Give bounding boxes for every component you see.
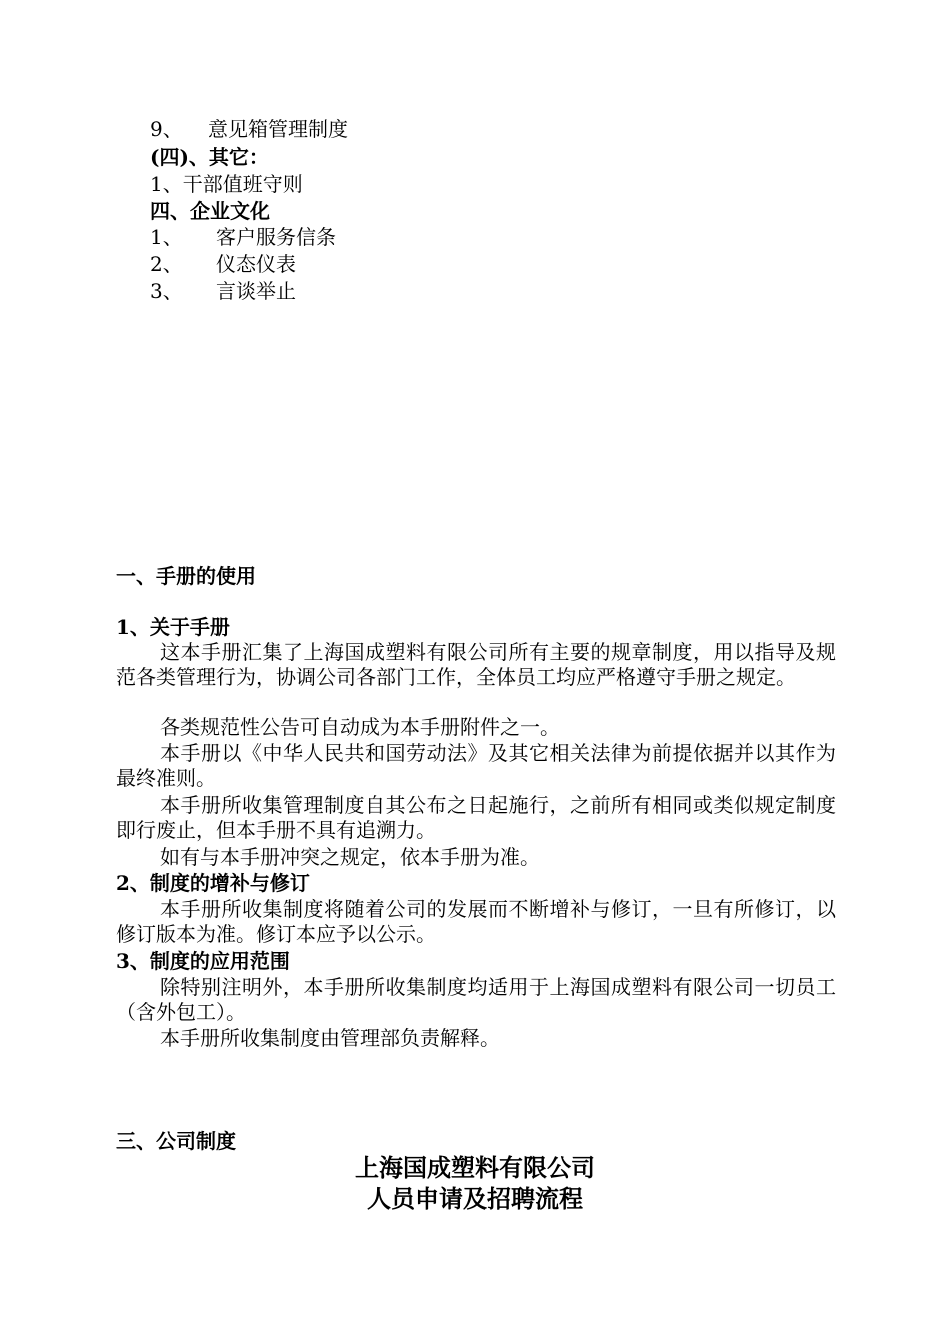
toc-culture-item-1-number: 1、 [150,225,183,249]
toc-culture-item-2-number: 2、 [150,252,183,276]
toc-section-other: (四)、其它： [150,145,269,169]
toc-item-9-text: 意见箱管理制度 [208,117,348,141]
toc-culture-item-3-number: 3、 [150,279,183,303]
revision-heading: 2、制度的增补与修订 [116,871,310,895]
toc-culture-item-3-text: 言谈举止 [216,279,296,303]
about-paragraph-5: 如有与本手册冲突之规定，依本手册为准。 [160,845,540,869]
about-manual-heading: 1、关于手册 [116,615,230,639]
about-paragraph-4: 本手册所收集管理制度自其公布之日起施行，之前所有相同或类似规定制度即行废止，但本手册不具有追溯力。 [116,793,836,842]
toc-culture-item-2 [150,251,296,277]
toc-culture-item-3 [150,278,296,304]
scope-heading: 3、制度的应用范围 [116,949,290,973]
company-heading: 三、公司制度 [116,1129,236,1153]
about-paragraph-2: 各类规范性公告可自动成为本手册附件之一。 [160,715,560,739]
scope-paragraph-1: 除特别注明外，本手册所收集制度均适用于上海国成塑料有限公司一切员工（含外包工）。 [116,975,836,1024]
toc-culture-item-1-text: 客户服务信条 [216,225,336,249]
scope-paragraph-2: 本手册所收集制度由管理部负责解释。 [160,1026,500,1050]
toc-culture-item-1 [150,224,336,250]
revision-paragraph-1: 本手册所收集制度将随着公司的发展而不断增补与修订，一旦有所修订，以修订版本为准。修订本应予以公示。 [116,897,836,946]
toc-other-item-1: 1、干部值班守则 [150,172,303,196]
toc-section-culture: 四、企业文化 [150,199,270,223]
manual-heading: 一、手册的使用 [116,564,256,588]
about-paragraph-3: 本手册以《中华人民共和国劳动法》及其它相关法律为前提依据并以其作为最终准则。 [116,741,836,790]
company-title: 上海国成塑料有限公司 [355,1153,595,1182]
toc-item-9 [150,116,348,142]
about-paragraph-1: 这本手册汇集了上海国成塑料有限公司所有主要的规章制度，用以指导及规范各类管理行为，协调公司各部门工作，全体员工均应严格遵守手册之规定。 [116,640,836,689]
process-title: 人员申请及招聘流程 [367,1184,583,1213]
toc-culture-item-2-text: 仪态仪表 [216,252,296,276]
toc-item-9-number: 9、 [150,117,183,141]
